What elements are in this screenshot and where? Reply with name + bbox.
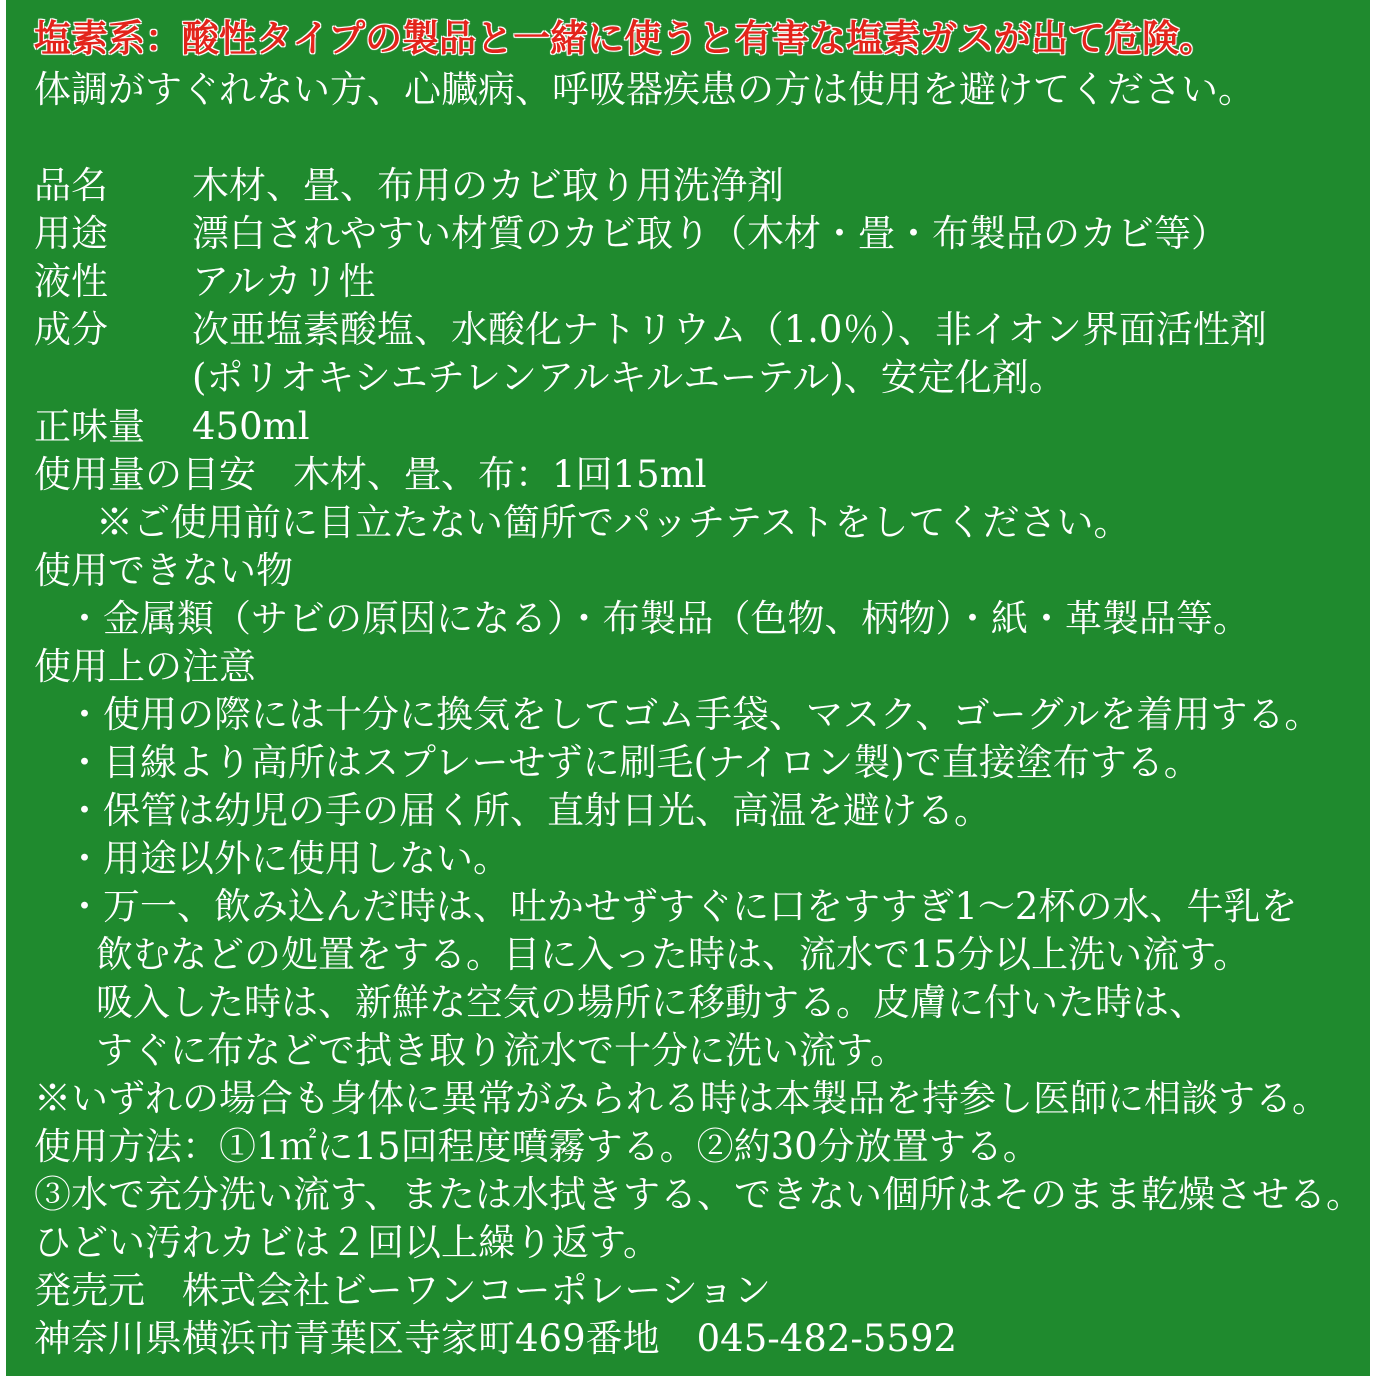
caution-item: ・保管は幼児の手の届く所、直射日光、高温を避ける。 [66,789,991,832]
spec-value: 木材、畳、布用のカビ取り用洗浄剤 [192,164,784,207]
spec-key: 液性 [34,260,108,303]
spec-value: 漂白されやすい材質のカビ取り（木材・畳・布製品のカビ等） [192,212,1228,255]
health-warning: 体調がすぐれない方、心臓病、呼吸器疾患の方は使用を避けてください。 [34,68,1255,111]
seller-line: 発売元 株式会社ビーワンコーポレーション [34,1269,772,1312]
caution-item: ・用途以外に使用しない。 [66,837,510,880]
dosage-line: 使用量の目安 木材、畳、布：1回15ml [34,453,707,496]
ingredients-continued: (ポリオキシエチレンアルキルエーテル)、安定化剤。 [192,356,1066,399]
spec-key: 正味量 [34,405,145,448]
cautions-title: 使用上の注意 [34,645,256,688]
usage-line-2: ③水で充分洗い流す、または水拭きする、できない個所はそのまま乾燥させる。 [34,1173,1364,1216]
caution-item: ・目線より高所はスプレーせずに刷毛(ナイロン製)で直接塗布する。 [66,741,1201,784]
spec-key: 用途 [34,212,108,255]
usage-line-1: 使用方法：①1㎡に15回程度噴霧する。②約30分放置する。 [34,1125,1040,1168]
seller-address: 神奈川県横浜市青葉区寺家町469番地 045-482-5592 [34,1317,958,1360]
chlorine-warning: 塩素系：酸性タイプの製品と一緒に使うと有害な塩素ガスが出て危険。 [34,16,1217,60]
spec-value: 次亜塩素酸塩、水酸化ナトリウム（1.0％）、非イオン界面活性剤 [192,308,1267,351]
spec-value: アルカリ性 [192,260,376,303]
caution-item: ・万一、飲み込んだ時は、吐かせずすぐに口をすすぎ1～2杯の水、牛乳を [66,885,1298,928]
caution-continued: 飲むなどの処置をする。目に入った時は、流水で15分以上洗い流す。 [96,933,1251,976]
caution-continued: 吸入した時は、新鮮な空気の場所に移動する。皮膚に付いた時は、 [96,981,1206,1024]
spec-key: 成分 [34,308,108,351]
medical-note: ※いずれの場合も身体に異常がみられる時は本製品を持参し医師に相談する。 [34,1077,1329,1120]
not-usable-item: ・金属類（サビの原因になる）・布製品（色物、柄物）・紙・革製品等。 [66,597,1250,640]
not-usable-title: 使用できない物 [34,549,293,592]
patch-test-note: ※ご使用前に目立たない箇所でパッチテストをしてください。 [96,501,1131,544]
product-label-panel [6,0,1370,1376]
spec-key: 品名 [34,164,108,207]
usage-line-3: ひどい汚れカビは２回以上繰り返す。 [34,1221,661,1264]
spec-value: 450ml [192,405,310,448]
caution-continued: すぐに布などで拭き取り流水で十分に洗い流す。 [96,1029,908,1072]
caution-item: ・使用の際には十分に換気をしてゴム手袋、マスク、ゴーグルを着用する。 [66,693,1322,736]
